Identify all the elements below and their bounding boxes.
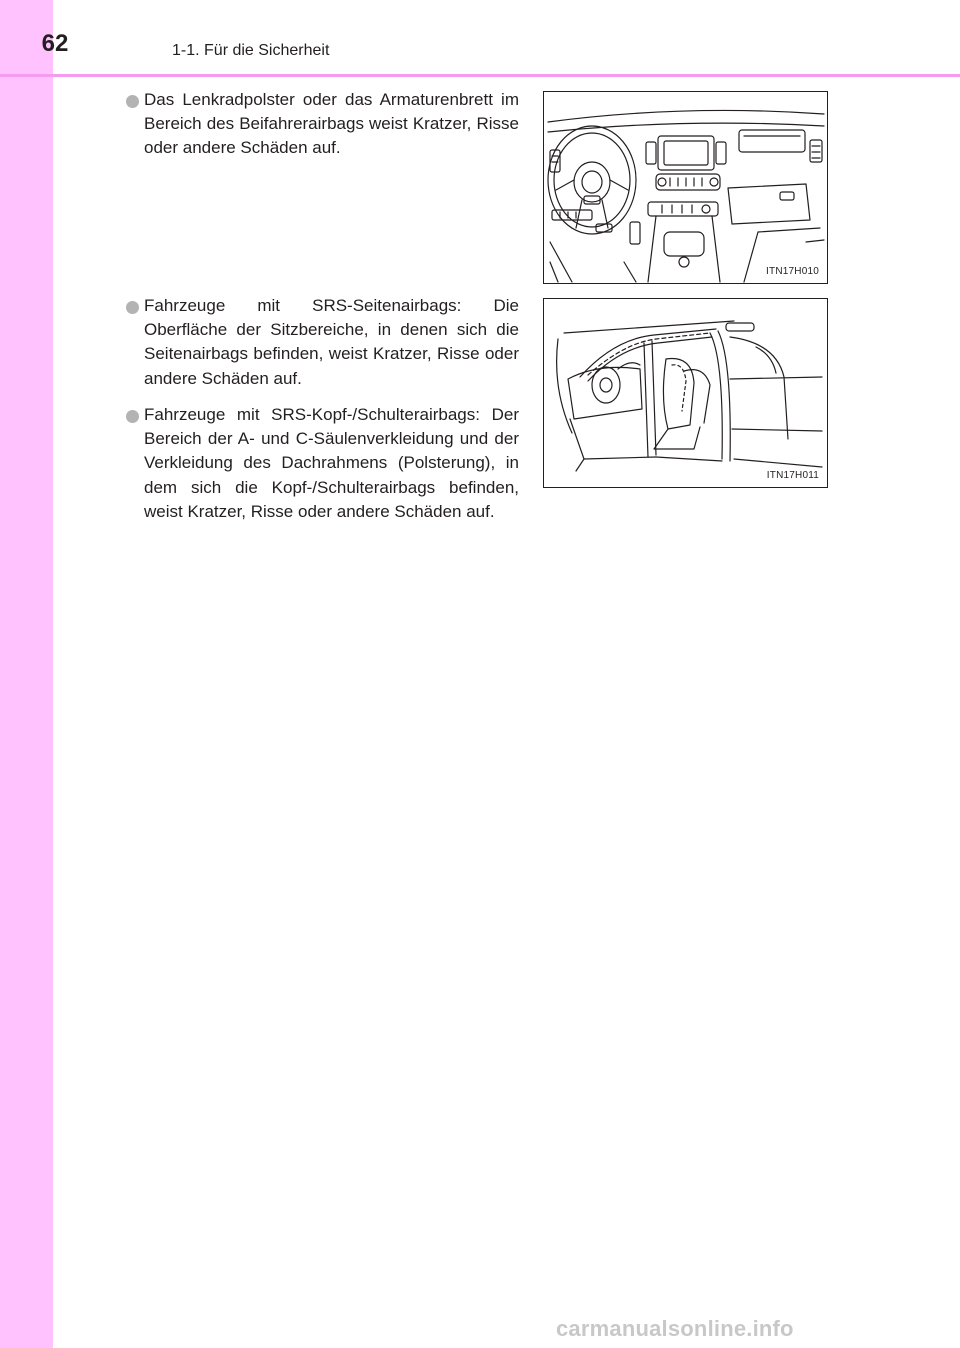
cabin-illustration	[544, 299, 827, 487]
bullet-item	[126, 294, 519, 391]
bullet-item	[126, 88, 519, 161]
bullet-dot-icon	[126, 301, 139, 314]
section-title: 1-1. Für die Sicherheit	[172, 42, 330, 59]
watermark: carmanualsonline.info	[556, 1316, 794, 1341]
bullet-dot-icon	[126, 95, 139, 108]
dashboard-illustration	[544, 92, 827, 283]
header-rule	[0, 74, 960, 77]
figure-caption: ITN17H010	[766, 266, 819, 277]
side-tab-strip	[0, 0, 53, 1348]
figure-dashboard	[543, 91, 828, 284]
figure-caption: ITN17H011	[766, 470, 819, 481]
page-header	[0, 0, 960, 74]
bullet-dot-icon	[126, 410, 139, 423]
bullet-item	[126, 403, 519, 524]
figure-cabin	[543, 298, 828, 488]
bullet-text: Fahrzeuge mit SRS-Kopf-/Schulterairbags: Der Bereich der A- und C-Säulenverkleidung und der Verkleidung des Dachrahmens (Polsterung), in dem sich die Kopf-/Schulterairbags befinden, weist Kratzer, Risse oder andere Schäden auf.	[144, 405, 519, 521]
bullet-text: Fahrzeuge mit SRS-Seitenairbags: Die Oberfläche der Sitzbereiche, in denen sich die Seitenairbags befinden, weist Kratzer, Risse oder andere Schäden auf.	[144, 296, 519, 388]
bullet-text: Das Lenkradpolster oder das Armaturenbrett im Bereich des Beifahrerairbags weist Kratzer, Risse oder andere Schäden auf.	[144, 90, 519, 158]
page-number: 62	[41, 30, 69, 57]
